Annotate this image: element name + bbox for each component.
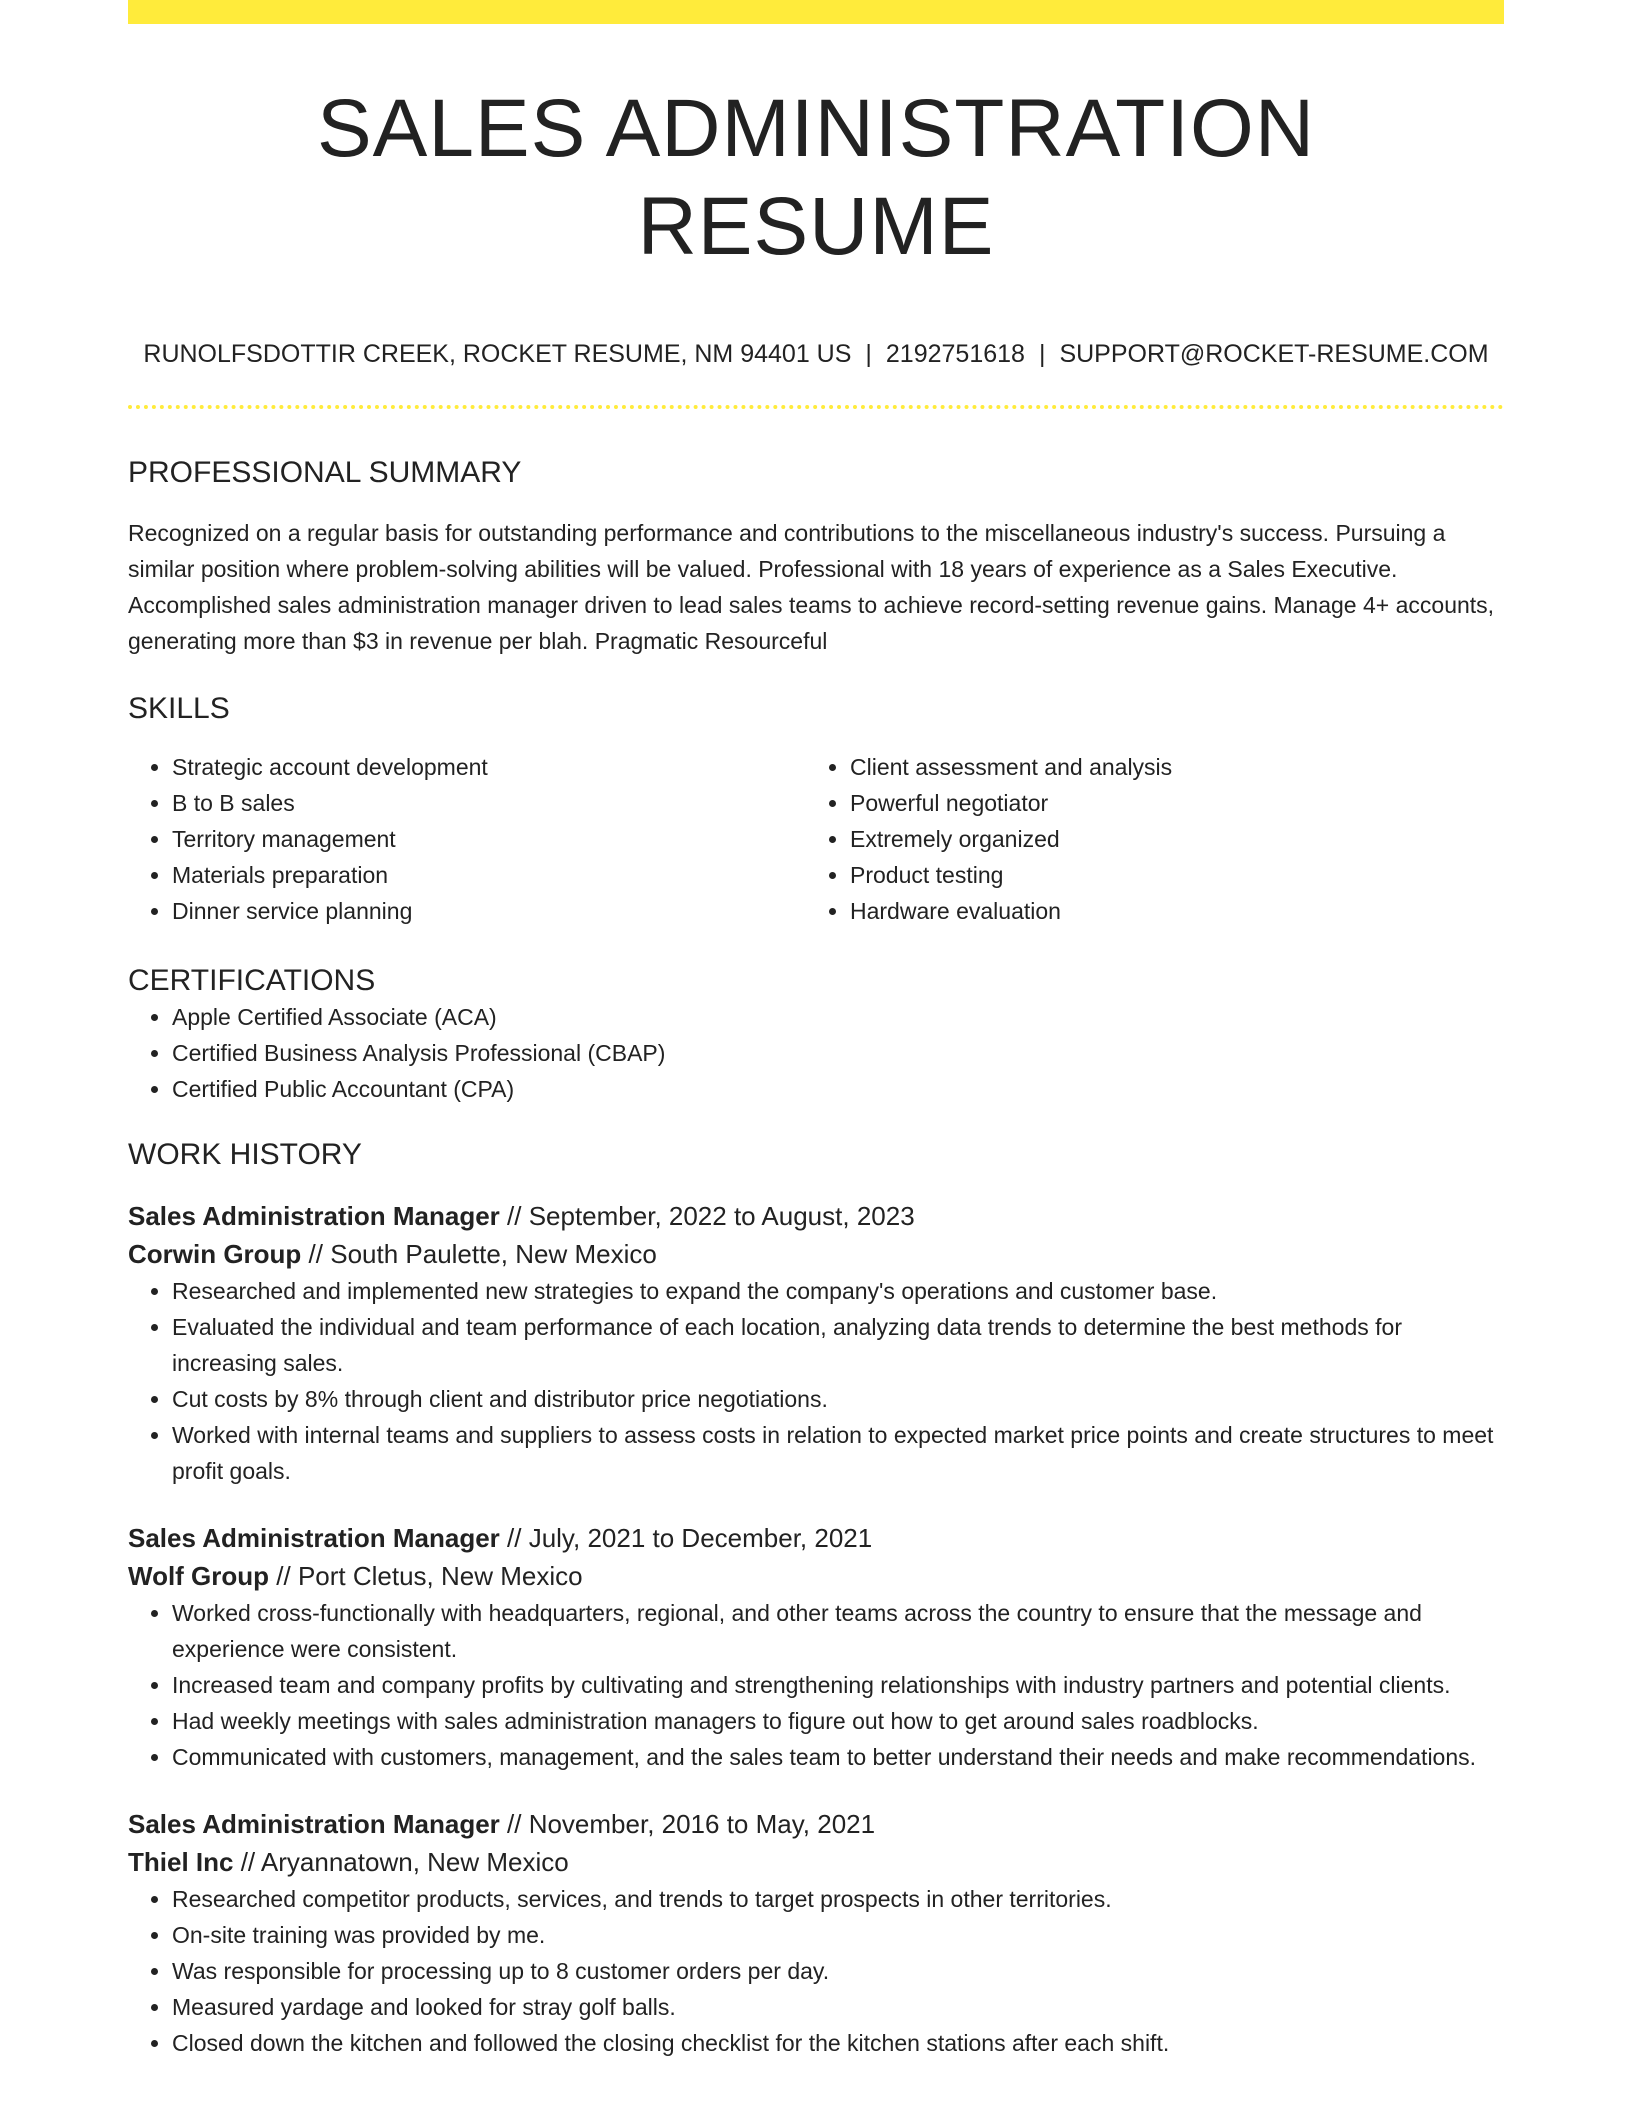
skills-grid: [128, 749, 1504, 929]
job-title-line: [128, 1197, 1504, 1235]
skill-item: • Territory management: [172, 821, 806, 857]
skill-item: • B to B sales: [172, 785, 806, 821]
skill-item: • Extremely organized: [850, 821, 1484, 857]
resume-page: [128, 0, 1504, 2061]
job-company-line: [128, 1557, 1504, 1595]
skill-item: • Materials preparation: [172, 857, 806, 893]
job-dates: // November, 2016 to May, 2021: [499, 1808, 876, 1839]
skill-item: • Hardware evaluation: [850, 893, 1484, 929]
dotted-divider: [128, 405, 1504, 409]
job-bullet: • Worked cross-functionally with headquarters, regional, and other teams across the country to ensure that the message and experience were consistent.: [172, 1595, 1504, 1667]
certifications-list: [128, 999, 1504, 1107]
skills-column-right: [806, 749, 1484, 929]
job-bullet: • Had weekly meetings with sales administration managers to figure out how to get around sales roadblocks.: [172, 1703, 1504, 1739]
job-bullet-list: [128, 1595, 1504, 1775]
certifications-heading: CERTIFICATIONS: [128, 963, 376, 997]
job-location: // South Paulette, New Mexico: [301, 1238, 657, 1269]
job-bullet: • Evaluated the individual and team performance of each location, analyzing data trends to determine the best methods for increasing sales.: [172, 1309, 1504, 1381]
job-company: Wolf Group: [128, 1560, 270, 1591]
certification-item: • Apple Certified Associate (ACA): [172, 999, 1504, 1035]
job-bullet-list: [128, 1881, 1504, 2061]
contact-phone: 2192751618: [885, 339, 1025, 368]
job-bullet: • Was responsible for processing up to 8 customer orders per day.: [172, 1953, 1504, 1989]
job-bullet: • Communicated with customers, management, and the sales team to better understand their needs and make recommendations.: [172, 1739, 1504, 1775]
job-bullet: • Worked with internal teams and suppliers to assess costs in relation to expected market price points and create structures to meet profit goals.: [172, 1417, 1504, 1489]
job-entry: [128, 1519, 1504, 1775]
contact-email[interactable]: SUPPORT@ROCKET-RESUME.COM: [1059, 339, 1489, 368]
job-company-line: [128, 1235, 1504, 1273]
skills-column-left: [128, 749, 806, 929]
contact-separator: |: [1038, 339, 1046, 368]
job-dates: // September, 2022 to August, 2023: [499, 1200, 915, 1231]
job-role: Sales Administration Manager: [128, 1808, 500, 1839]
job-role: Sales Administration Manager: [128, 1522, 500, 1553]
skill-item: • Powerful negotiator: [850, 785, 1484, 821]
work-history-heading: WORK HISTORY: [128, 1137, 362, 1171]
job-bullet: • Measured yardage and looked for stray golf balls.: [172, 1989, 1504, 2025]
skills-list-right: [806, 749, 1484, 929]
job-location: // Port Cletus, New Mexico: [269, 1560, 583, 1591]
certification-item: • Certified Public Accountant (CPA): [172, 1071, 1504, 1107]
skill-item: • Client assessment and analysis: [850, 749, 1484, 785]
skills-list-left: [128, 749, 806, 929]
job-company: Thiel Inc: [128, 1846, 234, 1877]
job-location: // Aryannatown, New Mexico: [233, 1846, 569, 1877]
job-bullet-list: [128, 1273, 1504, 1489]
contact-line: [128, 339, 1504, 369]
job-bullet: • Cut costs by 8% through client and distributor price negotiations.: [172, 1381, 1504, 1417]
contact-address: RUNOLFSDOTTIR CREEK, ROCKET RESUME, NM 94401 US: [143, 339, 852, 368]
job-bullet: • Researched competitor products, services, and trends to target prospects in other territories.: [172, 1881, 1504, 1917]
job-company: Corwin Group: [128, 1238, 302, 1269]
job-bullet: • Increased team and company profits by cultivating and strengthening relationships with industry partners and potential clients.: [172, 1667, 1504, 1703]
top-accent-bar: [128, 0, 1504, 24]
job-title-line: [128, 1519, 1504, 1557]
skill-item: • Strategic account development: [172, 749, 806, 785]
skill-item: • Product testing: [850, 857, 1484, 893]
contact-separator: |: [865, 339, 872, 368]
skills-heading: SKILLS: [128, 691, 230, 725]
job-dates: // July, 2021 to December, 2021: [499, 1522, 873, 1553]
job-bullet: • Researched and implemented new strategies to expand the company's operations and customer base.: [172, 1273, 1504, 1309]
job-bullet: • Closed down the kitchen and followed the closing checklist for the kitchen stations after each shift.: [172, 2025, 1504, 2061]
job-bullet: • On-site training was provided by me.: [172, 1917, 1504, 1953]
job-company-line: [128, 1843, 1504, 1881]
job-entry: [128, 1197, 1504, 1489]
skill-item: • Dinner service planning: [172, 893, 806, 929]
certification-item: • Certified Business Analysis Professional (CBAP): [172, 1035, 1504, 1071]
job-entry: [128, 1805, 1504, 2061]
job-role: Sales Administration Manager: [128, 1200, 500, 1231]
job-title-line: [128, 1805, 1504, 1843]
resume-title: SALES ADMINISTRATION RESUME: [316, 83, 1316, 273]
summary-text: Recognized on a regular basis for outstanding performance and contributions to the miscellaneous industry's success. Pursuing a similar position where problem-solving abilities will be valued. Professional with 18 years of experience as a Sales Executive. Accomplished sales administration manager driven to lead sales teams to achieve record-setting revenue gains. Manage 4+ accounts, generating more than $3 in revenue per blah. Pragmatic Resourceful: [128, 519, 1495, 654]
summary-heading: PROFESSIONAL SUMMARY: [128, 455, 522, 489]
